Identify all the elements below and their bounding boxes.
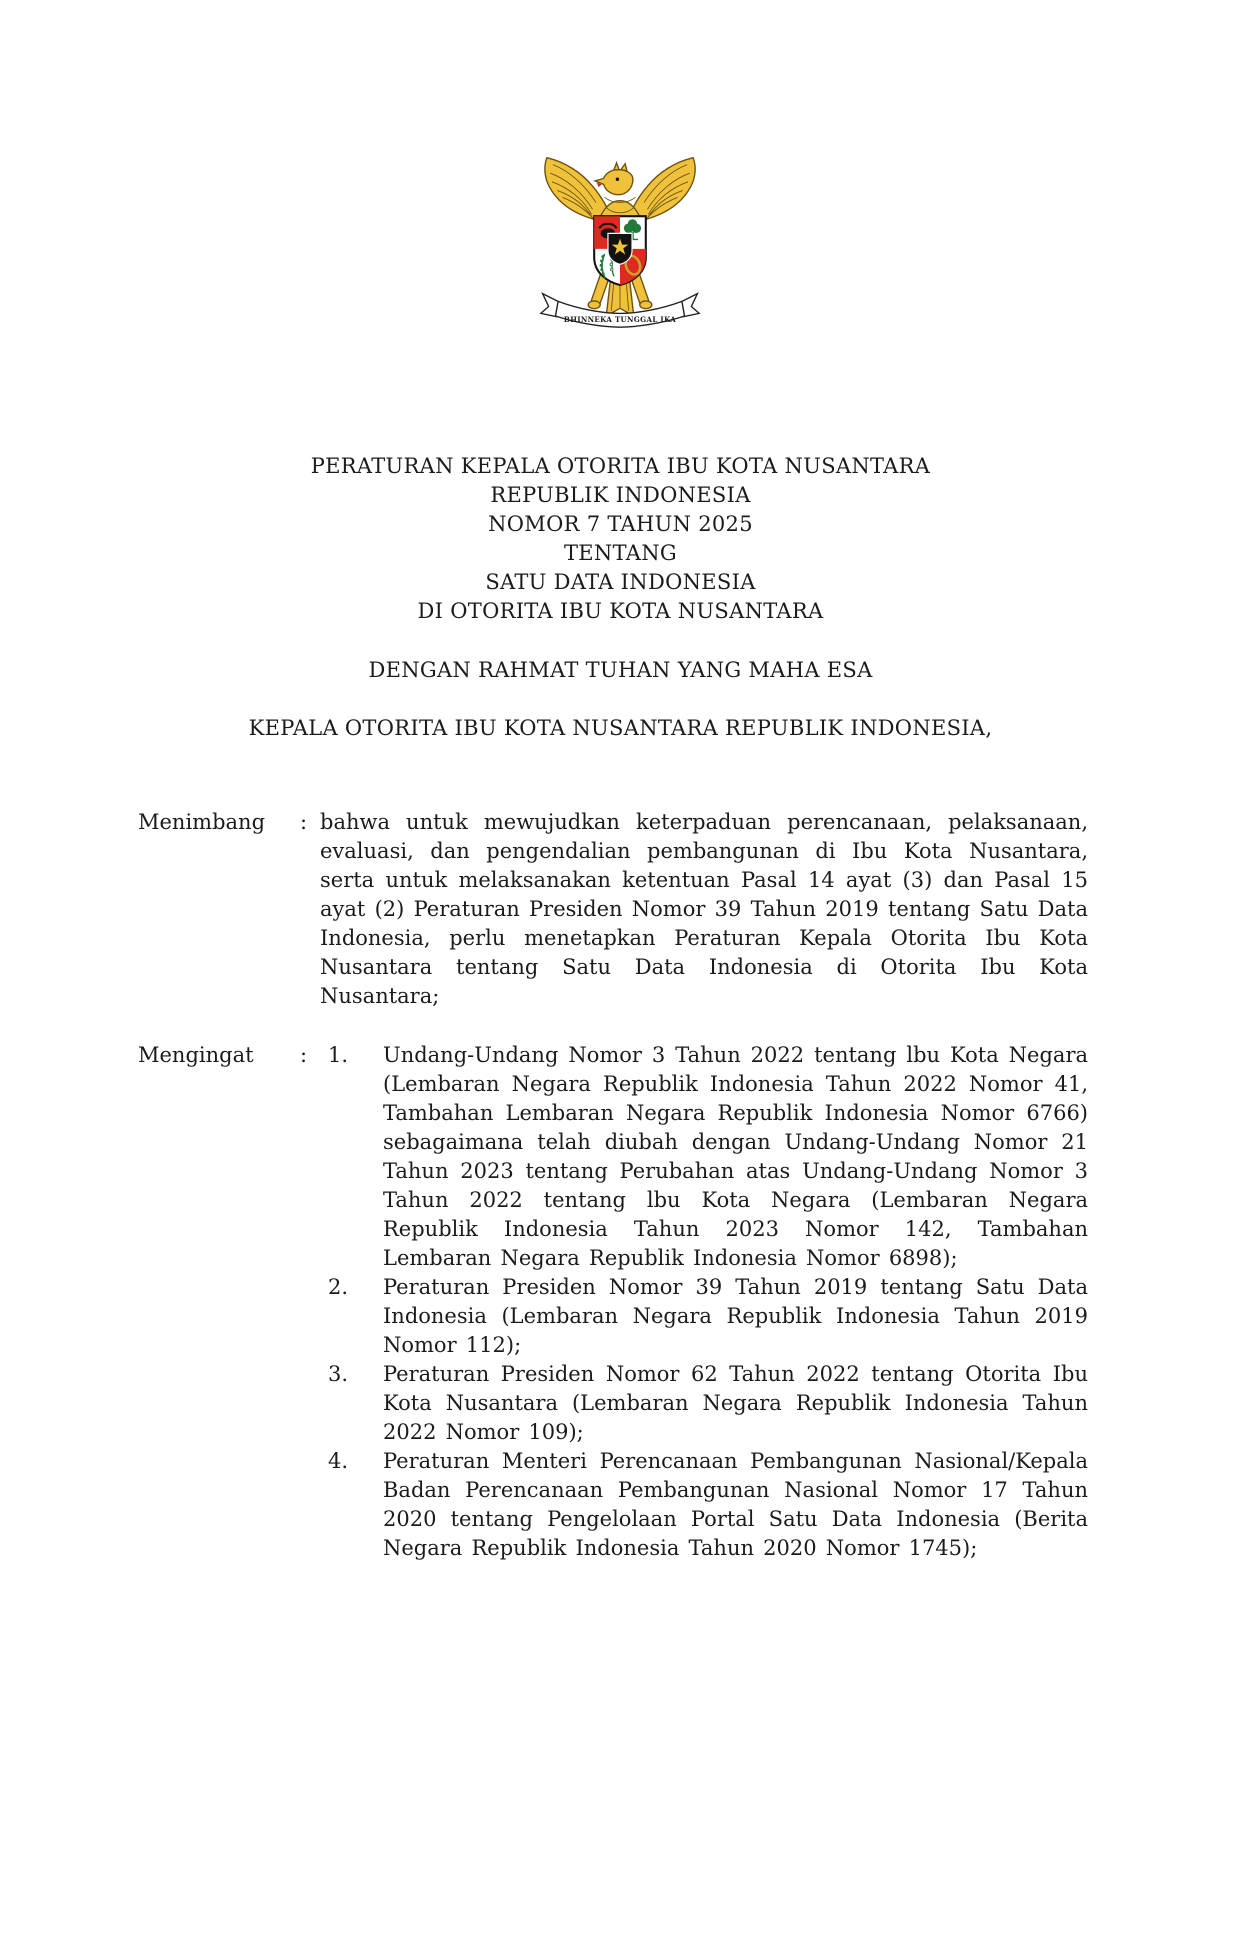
emblem-ribbon-text: BHINNEKA TUNGGAL IKA: [563, 314, 677, 324]
considering-label: Menimbang: [138, 810, 266, 834]
list-item-number: 3.: [328, 1362, 349, 1386]
recalling-label: Mengingat: [138, 1043, 254, 1067]
document-title: [0, 452, 1241, 626]
title-line-number: NOMOR 7 TAHUN 2025: [488, 512, 753, 536]
list-item-number: 1.: [328, 1043, 349, 1067]
title-line-regulation: PERATURAN KEPALA OTORITA IBU KOTA NUSANTARA: [310, 454, 931, 478]
issuer-line: KEPALA OTORITA IBU KOTA NUSANTARA REPUBLIK INDONESIA,: [248, 716, 993, 740]
list-item-number: 4.: [328, 1449, 349, 1473]
garuda-pancasila-emblem: [534, 142, 706, 336]
considering-colon: :: [300, 810, 308, 834]
list-item: [320, 1360, 1088, 1447]
list-item-text: Peraturan Presiden Nomor 62 Tahun 2022 tentang Otorita Ibu Kota Nusantara (Lembaran Negara Republik Indonesia Tahun 2022 Nomor 109);: [383, 1362, 1088, 1444]
recalling-list: [320, 1041, 1088, 1563]
star-shield-icon: [608, 233, 632, 264]
list-item-text: Peraturan Menteri Perencanaan Pembangunan Nasional/Kepala Badan Perencanaan Pembangunan Nasional Nomor 17 Tahun 2020 tentang Pengelolaan Portal Satu Data Indonesia (Berita Negara Republik Indonesia Tahun 2020 Nomor 1745);: [383, 1449, 1088, 1560]
considering-section: [138, 808, 1088, 1011]
pancasila-shield-icon: [594, 216, 646, 285]
list-item-text: Peraturan Presiden Nomor 39 Tahun 2019 tentang Satu Data Indonesia (Lembaran Negara Republik Indonesia Tahun 2019 Nomor 112);: [383, 1275, 1088, 1357]
considering-text: bahwa untuk mewujudkan keterpaduan perencanaan, pelaksanaan, evaluasi, dan pengendalian pembangunan di Ibu Kota Nusantara, serta untuk melaksanakan ketentuan Pasal 14 ayat (3) dan Pasal 15 ayat (2) Peraturan Presiden Nomor 39 Tahun 2019 tentang Satu Data Indonesia, perlu menetapkan Peraturan Kepala Otorita Ibu Kota Nusantara tentang Satu Data Indonesia di Otorita Ibu Kota Nusantara;: [320, 810, 1088, 1008]
title-line-authority: DI OTORITA IBU KOTA NUSANTARA: [417, 599, 824, 623]
title-line-about: TENTANG: [564, 541, 677, 565]
recalling-colon: :: [300, 1043, 308, 1067]
list-item-number: 2.: [328, 1275, 349, 1299]
invocation-line: DENGAN RAHMAT TUHAN YANG MAHA ESA: [368, 658, 873, 682]
title-line-republic: REPUBLIK INDONESIA: [490, 483, 751, 507]
list-item: [320, 1273, 1088, 1360]
title-line-subject: SATU DATA INDONESIA: [485, 570, 756, 594]
list-item: [320, 1447, 1088, 1563]
list-item-text: Undang-Undang Nomor 3 Tahun 2022 tentang lbu Kota Negara (Lembaran Negara Republik Indonesia Tahun 2022 Nomor 41, Tambahan Lembaran Negara Republik Indonesia Nomor 6766) sebagaimana telah diubah dengan Undang-Undang Nomor 21 Tahun 2023 tentang Perubahan atas Undang-Undang Nomor 3 Tahun 2022 tentang lbu Kota Negara (Lembaran Negara Republik Indonesia Tahun 2023 Nomor 142, Tambahan Lembaran Negara Republik Indonesia Nomor 6898);: [383, 1043, 1088, 1270]
list-item: [320, 1041, 1088, 1273]
recalling-section: [138, 1041, 1088, 1563]
eagle-head-icon: [595, 163, 633, 195]
